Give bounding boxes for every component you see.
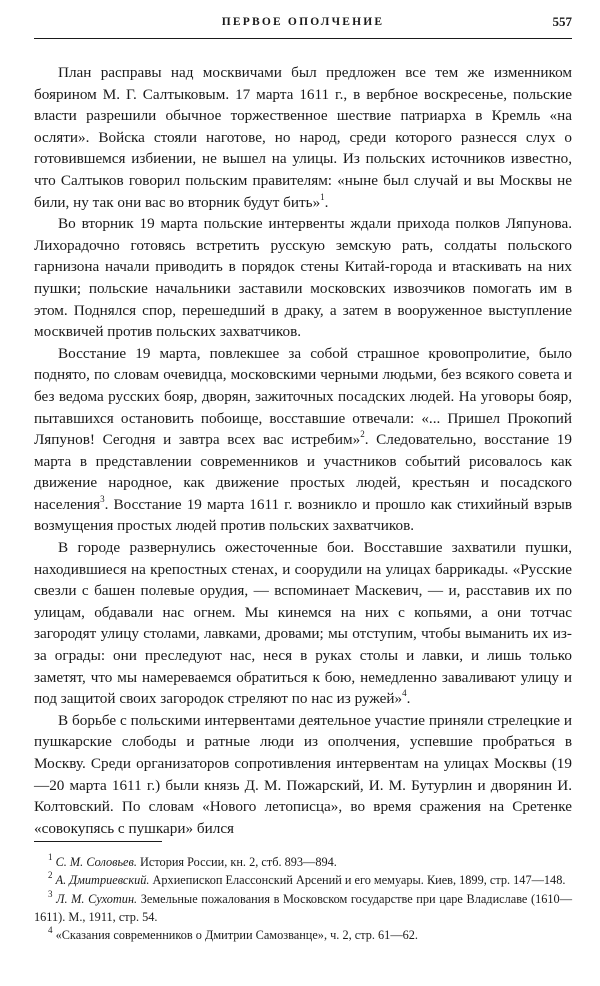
- paragraph-text: . Восстание 19 марта 1611 г. возникло и прошло как стихийный взрыв возмущения простых людей против польских захватчиков.: [34, 495, 572, 535]
- paragraph-text: .: [324, 193, 329, 211]
- footnote: [34, 871, 572, 889]
- running-header: [34, 10, 572, 34]
- footnotes: [34, 853, 572, 944]
- footnote-number: 4: [48, 925, 53, 936]
- paragraph-text: Восстание 19 марта, повлекшее за собой страшное кровопролитие, было поднято, по словам очевидца, московскими черными людьми, без всякого совета и без ведома русских бояр, дворян, зажиточных посадских людей. На уговоры бояр, пытавшихся остановить побоище, восставшие отвечали: «... Пришел Прокопий Ляпунов! Сегодня и завтра всех вас истребим»: [34, 344, 572, 449]
- footnote: [34, 853, 572, 871]
- footnote-author: С. М. Соловьев.: [55, 855, 137, 869]
- footnote: [34, 926, 572, 944]
- paragraph-text: . Следовательно, восстание 19 марта в представлении современников и участников событий рисовалось как движение народное, как движение простых людей, крестьян и посадского населения: [34, 431, 572, 513]
- footnote-text: «Сказания современников о Дмитрии Самозванце», ч. 2, стр. 61—62.: [55, 928, 418, 943]
- page-number: 557: [552, 14, 572, 29]
- running-title: ПЕРВОЕ ОПОЛЧЕНИЕ: [221, 16, 385, 28]
- paragraph-text: В городе развернулись ожесточенные бои. Восставшие захватили пушки, находившиеся на крепостных стенах, и соорудили на улицах баррикады. «Русские свезли с башен полевые орудия, — вспоминает Маскевич, — и, расставив их по улицам, обдавали нас огнем. Мы кинемся на них с копьями, а они тотчас загородят улицу столами, лавками, дровами; мы отступим, чтобы выманить их из-за ограды: они преследуют нас, неся в руках столы и лавки, и лишь только заметят, что мы намереваемся обратиться к бою, немедленно заваливают улицу и под защитой своих загородок стреляют по нас из ружей»: [34, 539, 572, 708]
- footnote-number: 1: [48, 851, 53, 862]
- footnote-rule: [34, 841, 162, 842]
- main-text: [34, 62, 572, 839]
- footnote-number: 3: [48, 888, 53, 899]
- footnote-text: История России, кн. 2, стб. 893—894.: [136, 855, 337, 869]
- paragraph: [34, 537, 572, 710]
- paragraph: [34, 213, 572, 343]
- paragraph: [34, 62, 572, 213]
- footnote: [34, 890, 572, 927]
- footnote-marker: 2: [360, 429, 365, 440]
- footnote-marker: 3: [100, 493, 105, 504]
- paragraph-text: В борьбе с польскими интервентами деятельное участие приняли стрелецкие и пушкарские слободы и ратные люди из ополчения, успевшие пробраться в Москву. Среди организаторов сопротивления интервентам на улицах Москвы (19—20 марта 1611 г.) были князь Д. М. Пожарский, И. М. Бутурлин и дворянин И. Колтовский. По словам «Нового летописца», во время сражения на Сретенке «совокупясь с пушкари» бился: [34, 711, 572, 837]
- paragraph: [34, 343, 572, 537]
- footnote-author: Л. М. Сухотин.: [56, 891, 138, 906]
- paragraph-text: Во вторник 19 марта польские интервенты ждали прихода полков Ляпунова. Лихорадочно готовясь встретить русскую земскую рать, солдаты польского гарнизона начали приводить в порядок стены Китай-города и втаскивать на них пушки; польские начальники заставили московских извозчиков помогать им в этом. Поднялся спор, перешедший в драку, а затем в вооруженное выступление москвичей против польских захватчиков.: [34, 215, 572, 341]
- footnote-text: Земельные пожалования в Московском государстве при царе Владиславе (1610—1611). М., 1911, стр. 54.: [34, 891, 573, 924]
- footnote-marker: 1: [320, 191, 325, 202]
- footnote-text: Архиепископ Елассонский Арсений и его мемуары. Киев, 1899, стр. 147—148.: [149, 873, 566, 888]
- footnote-marker: 4: [402, 688, 407, 699]
- footnote-author: А. Дмитриевский.: [55, 873, 150, 888]
- paragraph-text: План расправы над москвичами был предложен все тем же изменником боярином М. Г. Салтыковым. 17 марта 1611 г., в вербное воскресенье, польские власти разрешили обычное торжественное шествие патриарха в Кремль «на осляти». Войска стояли наготове, но народ, среди которого разнесся слух о готовившемся избиении, не вышел на улицы. Из польских источников известно, что Салтыков говорил польским правителям: «ныне был случай и вы Москвы не били, ну так они вас во вторник будут бить»: [34, 64, 572, 211]
- paragraph: [34, 710, 572, 840]
- footnote-number: 2: [48, 870, 53, 881]
- paragraph-text: .: [406, 690, 411, 708]
- header-rule: [34, 38, 572, 39]
